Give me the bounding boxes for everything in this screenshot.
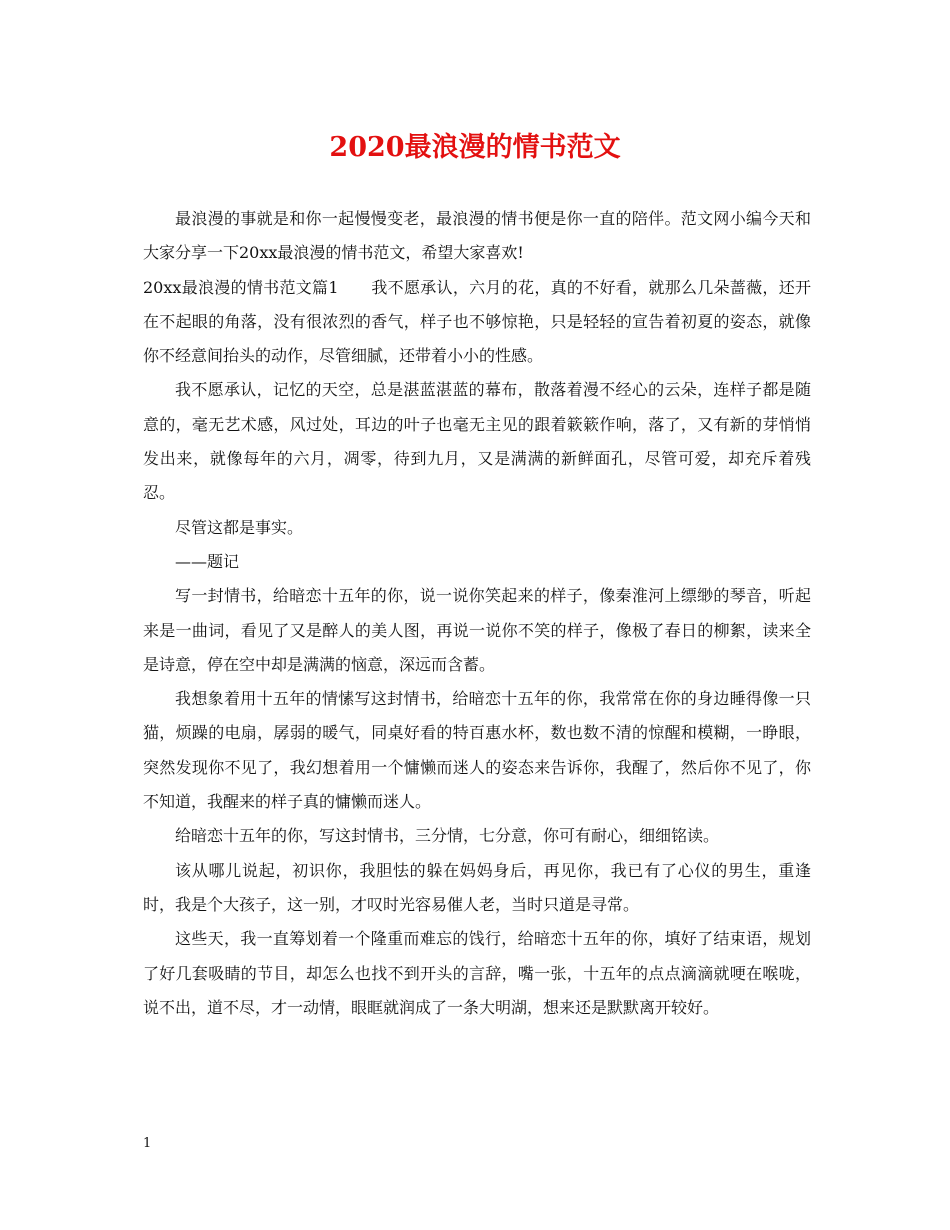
paragraph-fact: 尽管这都是事实。: [175, 517, 304, 537]
paragraph-to-you: 给暗恋十五年的你，写这封情书，三分情，七分意，你可有耐心，细细铭读。: [175, 826, 720, 846]
paragraph-inscription: ——题记: [175, 551, 240, 571]
paragraph-intro: 最浪漫的事就是和你一起慢慢变老，最浪漫的情书便是你一直的陪伴。范文网小编今天和大家分享一下20xx最浪漫的情书范文，希望大家喜欢!: [143, 209, 811, 263]
paragraph-where-to-start: 该从哪儿说起，初识你，我胆怯的躲在妈妈身后，再见你，我已有了心仪的男生，重逢时，我是个大孩子，这一别，才叹时光容易催人老，当时只道是寻常。: [143, 860, 811, 914]
paragraph-section-1: 20xx最浪漫的情书范文篇1 我不愿承认，六月的花，真的不好看，就那么几朵蔷薇，还开在不起眼的角落，没有很浓烈的香气，样子也不够惊艳，只是轻轻的宣告着初夏的姿态，就像你不经意间抬头的动作，尽管细腻，还带着小小的性感。: [143, 277, 811, 366]
paragraph-memory-sky: 我不愿承认，记忆的天空，总是湛蓝湛蓝的幕布，散落着漫不经心的云朵，连样子都是随意的，毫无艺术感，风过处，耳边的叶子也毫无主见的跟着簌簌作响，落了，又有新的芽悄悄发出来，就像每年的六月，凋零，待到九月，又是满满的新鲜面孔，尽管可爱，却充斥着残忍。: [143, 380, 811, 503]
document-title: 2020最浪漫的情书范文: [329, 132, 621, 163]
paragraph-write-letter: 写一封情书，给暗恋十五年的你，说一说你笑起来的样子，像秦淮河上缥缈的琴音，听起来是一曲词，看见了又是醉人的美人图，再说一说你不笑的样子，像极了春日的柳絮，读来全是诗意，停在空中却是满满的恼意，深远而含蓄。: [143, 586, 811, 674]
page-number: 1: [143, 1136, 152, 1151]
paragraph-imagine: 我想象着用十五年的情愫写这封情书，给暗恋十五年的你，我常常在你的身边睡得像一只猫，烦躁的电扇，孱弱的暖气，同桌好看的特百惠水杯，数也数不清的惊醒和模糊，一睁眼，突然发现你不见了，我幻想着用一个慵懒而迷人的姿态来告诉你，我醒了，然后你不见了，你不知道，我醒来的样子真的慵懒而迷人。: [143, 689, 811, 812]
document-body: [143, 202, 811, 1025]
paragraph-farewell: 这些天，我一直筹划着一个隆重而难忘的饯行，给暗恋十五年的你，填好了结束语，规划了好几套吸睛的节目，却怎么也找不到开头的言辞，嘴一张，十五年的点点滴滴就哽在喉咙，说不出，道不尽，才一动情，眼眶就润成了一条大明湖，想来还是默默离开较好。: [143, 929, 811, 1017]
